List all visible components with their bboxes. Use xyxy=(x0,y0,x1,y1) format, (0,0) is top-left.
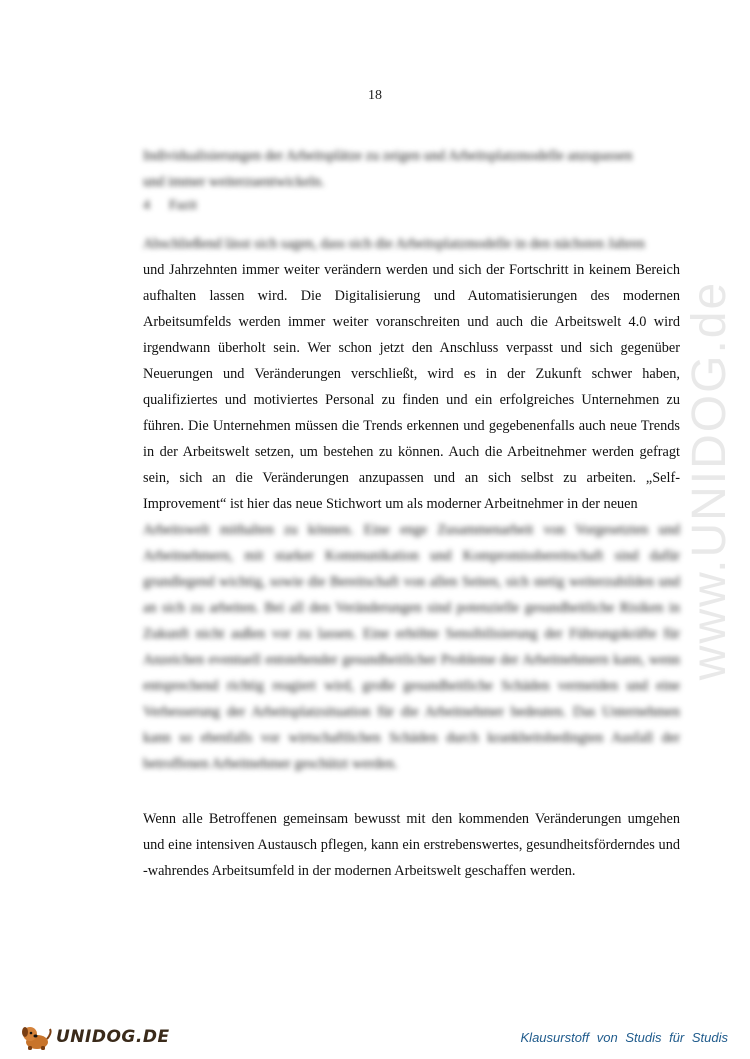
watermark xyxy=(683,230,737,730)
dog-mascot-icon xyxy=(20,1023,54,1051)
logo-text: UNIDOG.DE xyxy=(56,1027,170,1047)
fazit-paragraph-blurred: Arbeitswelt mithalten zu können. Eine enge Zusammenarbeit von Vorgesetzten und Arbeitnehmern, mit starker Kommunikation und Kompromissbereitschaft sind dafür grundlegend wichtig, sowie die Bereitschaft von allen Seiten, sich stetig weiterzubilden und an sich zu arbeiten. Bei all den Veränderungen sind potenzielle gesundheitliche Risiken in Zukunft nicht außen vor zu lassen. Eine erhöhte Sensibilisierung der Führungskräfte für Anzeichen eventuell entstehender gesundheitlicher Probleme der Arbeitnehmern kann, wenn entsprechend richtig reagiert wird, große gesundheitliche Schäden vermeiden und eine Verbesserung der Arbeitsplatzsituation für die Arbeitnehmer bedeuten. Das Unternehmen kann so ebenfalls vor wirtschaftlichen Schäden durch krankheitsbedingten Ausfall der betroffenen Arbeitnehmer geschützt werden. xyxy=(143,522,680,772)
intro-paragraph-blurred xyxy=(143,143,680,195)
intro-line-1: Individualisierungen der Arbeitsplätze zu zeigen und Arbeitsplatzmodelle anzupassen xyxy=(143,148,633,164)
section-title: Fazit xyxy=(169,198,197,213)
footer-tagline: Klausurstoff von Studis für Studis xyxy=(520,1030,728,1045)
page-number: 18 xyxy=(368,88,382,103)
fazit-first-line-blurred: Abschließend lässt sich sagen, dass sich die Arbeitsplatzmodelle in den nächsten Jahren xyxy=(143,236,645,252)
closing-paragraph: Wenn alle Betroffenen gemeinsam bewusst mit den kommenden Veränderungen umgehen und eine intensiven Austausch pflegen, kann ein erstrebenswertes, gesundheitsförderndes und -wahrendes Arbeitsumfeld in der modernen Arbeitswelt geschaffen werden. xyxy=(143,811,680,879)
fazit-paragraph: und Jahrzehnten immer weiter verändern werden und sich der Fortschritt in keinem Bereich aufhalten lassen wird. Die Digitalisierung und Automatisierungen des modernen Arbeitsumfelds werden immer weiter voranschreiten und auch die Arbeitswelt 4.0 wird irgendwann überholt sein. Wer schon jetzt den Anschluss verpasst und sich gegenüber Neuerungen und Veränderungen verschließt, wird es in der Zukunft schwer haben, qualifiziertes und motiviertes Personal zu finden und ein erfolgreiches Unternehmen zu führen. Die Unternehmen müssen die Trends erkennen und gegebenenfalls auch neue Trends in der Arbeitswelt setzen, um bestehen zu können. Auch die Arbeitnehmer werden gefragt sein, sich an die Veränderungen anzupassen und an sich selbst zu arbeiten. „Self-Improvement“ ist hier das neue Stichwort um als moderner Arbeitnehmer in der neuen xyxy=(143,262,680,512)
section-heading xyxy=(143,198,197,214)
section-number: 4 xyxy=(143,198,150,213)
footer-logo[interactable] xyxy=(20,1022,170,1052)
watermark-text: www.UNIDOG.de xyxy=(683,280,737,680)
intro-line-2: und immer weiterzuentwickeln. xyxy=(143,174,325,190)
